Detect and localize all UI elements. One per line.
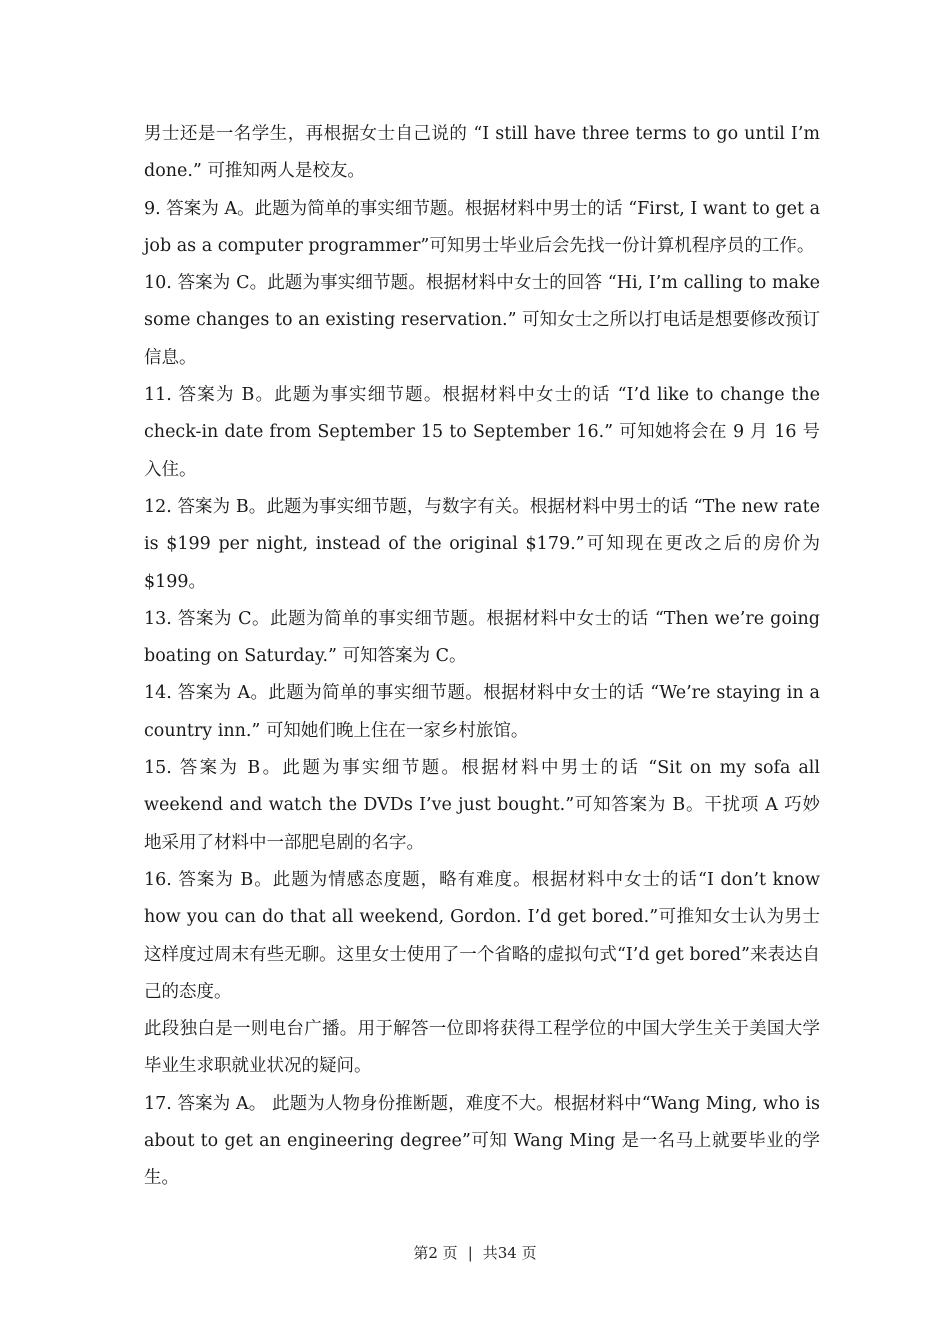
monologue-intro: 此段独白是一则电台广播。用于解答一位即将获得工程学位的中国大学生关于美国大学毕业生求职就业状况的疑问。 [144, 1019, 820, 1077]
page-total: 共34 页 [482, 1244, 537, 1262]
page-footer [0, 1242, 950, 1263]
answer-13: 13. 答案为 C。此题为简单的事实细节题。根据材料中女士的话 “Then we’re going boating on Saturday.” 可知答案为 C。 [144, 608, 820, 667]
answer-9: 9. 答案为 A。此题为简单的事实细节题。根据材料中男士的话 “First, I want to get a job as a computer programmer”可知男士毕业后会先找一份计算机程序员的工作。 [144, 198, 820, 256]
answer-15: 15. 答案为 B。此题为事实细节题。根据材料中男士的话 “Sit on my sofa all weekend and watch the DVDs I’ve just bought.”可知答案为 B。干扰项 A 巧妙地采用了材料中一部肥皂剧的名字。 [144, 758, 820, 853]
answer-16: 16. 答案为 B。此题为情感态度题，略有难度。根据材料中女士的话“I don’t know how you can do that all weekend, Gordon. I’d get bored.”可推知女士认为男士这样度过周末有些无聊。这里女士使用了一个省略的虚拟句式“I’d get bored”来表达自己的态度。 [144, 869, 820, 1002]
answer-12: 12. 答案为 B。此题为事实细节题，与数字有关。根据材料中男士的话 “The new rate is $199 per night, instead of the original $179.”可知现在更改之后的房价为 $199。 [144, 496, 820, 592]
answer-14: 14. 答案为 A。此题为简单的事实细节题。根据材料中女士的话 “We’re staying in a country inn.” 可知她们晚上住在一家乡村旅馆。 [144, 683, 820, 741]
answer-10: 10. 答案为 C。此题为事实细节题。根据材料中女士的回答 “Hi, I’m calling to make some changes to an existing reservation.” 可知女士之所以打电话是想要修改预订信息。 [144, 273, 820, 368]
document-body [144, 116, 820, 1198]
answer-11: 11. 答案为 B。此题为事实细节题。根据材料中女士的话 “I’d like to change the check-in date from September 15 to September 16.” 可知她将会在 9 月 16 号入住。 [144, 385, 820, 480]
paragraph-continuation: 男士还是一名学生，再根据女士自己说的 “I still have three terms to go until I’m done.” 可推知两人是校友。 [144, 124, 820, 182]
page-number: 第2 页 [413, 1244, 458, 1262]
answer-17: 17. 答案为 A。 此题为人物身份推断题，难度不大。根据材料中“Wang Ming, who is about to get an engineering degree”可知 Wang Ming 是一名马上就要毕业的学生。 [144, 1093, 820, 1189]
footer-separator: | [467, 1244, 473, 1262]
